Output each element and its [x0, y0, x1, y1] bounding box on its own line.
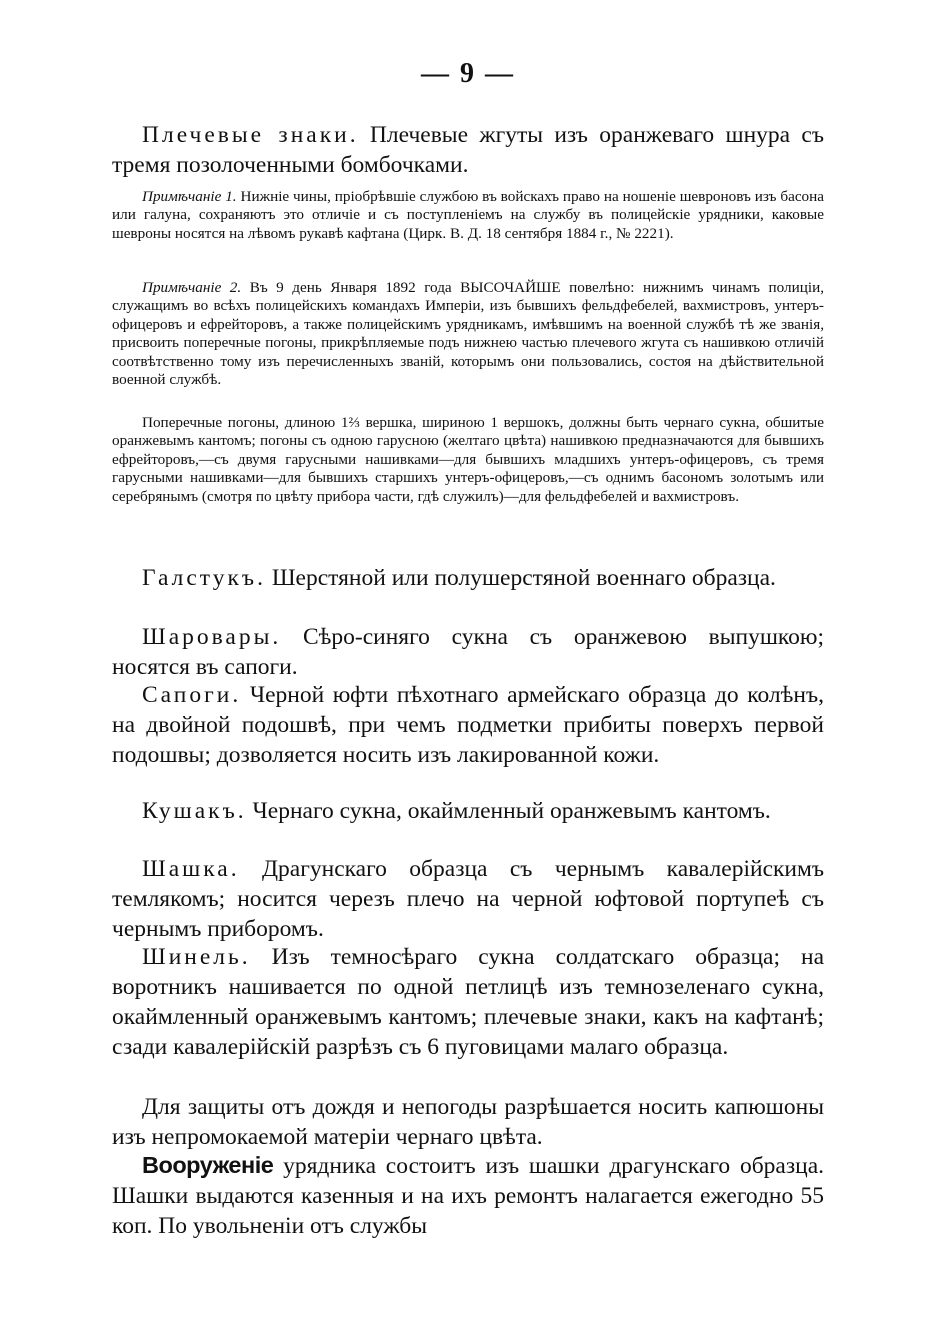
term-shoulder-marks: Плечевые знаки.: [142, 122, 359, 148]
text-rain-protection: Для защиты отъ дождя и непогоды разрѣшается носить капюшоны изъ непромокаемой матеріи чернаго цвѣта.: [112, 1094, 824, 1150]
note-1-text: Нижніе чины, пріобрѣвшіе службою въ войскахъ право на ношеніе шевроновъ изъ басона или галуна, сохраняютъ это отличіе и съ поступленіемъ на службу въ полицейскіе урядники, каковые шевроны носятся на лѣвомъ рукавѣ кафтана (Цирк. В. Д. 18 сентября 1884 г., № 2221).: [112, 188, 825, 242]
term-sash: Кушакъ.: [142, 798, 247, 824]
term-greatcoat: Шинель.: [142, 944, 251, 970]
text-boots: Черной юфти пѣхотнаго армейскаго образца до колѣнъ, на двойной подошвѣ, при чемъ подметки прибиты поверхъ первой подошвы; дозволяется носить изъ лакированной кожи.: [112, 682, 824, 768]
term-trousers: Шаровары.: [142, 624, 282, 650]
term-tie: Галстукъ.: [142, 565, 266, 591]
paragraph-armament: [112, 1150, 824, 1241]
paragraph-greatcoat: [112, 942, 824, 1062]
paragraph-rain-protection: [112, 1092, 824, 1152]
text-sash: Чернаго сукна, окаймленный оранжевымъ кантомъ.: [252, 798, 771, 824]
note-1: [112, 188, 824, 243]
paragraph-sash: [112, 796, 824, 826]
note-1-label: Примѣчаніе 1.: [142, 188, 237, 205]
note-2-label: Примѣчаніе 2.: [142, 279, 242, 296]
text-shoulder-marks: Плечевые жгуты изъ оранжеваго шнура съ тремя позолоченными бомбочками.: [112, 122, 824, 178]
page-number: — 9 —: [421, 58, 515, 89]
text-saber: Драгунскаго образца съ чернымъ кавалерійскимъ темлякомъ; носится черезъ плечо на черной юфтовой портупеѣ съ чернымъ приборомъ.: [112, 856, 825, 942]
paragraph-saber: [112, 854, 824, 944]
term-boots: Сапоги.: [142, 682, 242, 708]
paragraph-trousers: [112, 622, 824, 682]
note-2: [112, 279, 824, 389]
paragraph-tie: [112, 563, 824, 593]
text-armament: урядника состоитъ изъ шашки драгунскаго образца. Шашки выдаются казенныя и на ихъ ремонтъ налагается ежегодно 55 коп. По увольненіи отъ службы: [112, 1153, 824, 1239]
note-2-continuation: [112, 414, 824, 506]
paragraph-boots: [112, 680, 824, 770]
note-2-text: Въ 9 день Января 1892 года ВЫСОЧАЙШЕ повелѣно: нижнимъ чинамъ полиціи, служащимъ во всѣхъ полицейскихъ командахъ Имперіи, изъ бывшихъ фельдфебелей, вахмистровъ, унтеръ-офицеровъ и ефрейторовъ, а также полицейскимъ урядникамъ, имѣвшимъ на военной службѣ тѣ же званія, присвоить поперечные погоны, прикрѣпляемые подъ нижнею частью плечевого жгута съ нашивкою отличій соотвѣтственно тому изъ перечисленныхъ званій, которымъ они пользовались, состоя на дѣйствительной военной службѣ.: [112, 279, 825, 389]
text-tie: Шерстяной или полушерстяной военнаго образца.: [271, 565, 776, 591]
text-greatcoat: Изъ темносѣраго сукна солдатскаго образца; на воротникъ нашивается по одной петлицѣ изъ темнозеленаго сукна, окаймленный оранжевымъ кантомъ; плечевые знаки, какъ на кафтанѣ; сзади кавалерійскій разрѣзъ съ 6 пуговицами малаго образца.: [112, 944, 825, 1060]
note-2-continuation-text: Поперечные погоны, длиною 1⅔ вершка, шириною 1 вершокъ, должны быть чернаго сукна, обшитые оранжевымъ кантомъ; погоны съ одною гарусною (желтаго цвѣта) нашивкою предназначаются для бывшихъ ефрейторовъ,—съ двумя гарусными нашивками—для бывшихъ младшихъ унтеръ-офицеровъ, съ тремя гарусными нашивками—для бывшихъ старшихъ унтеръ-офицеровъ,—съ однимъ басономъ золотымъ или серебрянымъ (смотря по цвѣту прибора части, гдѣ служилъ)—для фельдфебелей и вахмистровъ.: [112, 414, 824, 505]
paragraph-shoulder-marks: [112, 120, 824, 180]
term-saber: Шашка.: [142, 856, 240, 882]
text-trousers: Сѣро-синяго сукна съ оранжевою выпушкою; носятся въ сапоги.: [112, 624, 824, 680]
term-armament: Вооруженіе: [142, 1152, 274, 1178]
